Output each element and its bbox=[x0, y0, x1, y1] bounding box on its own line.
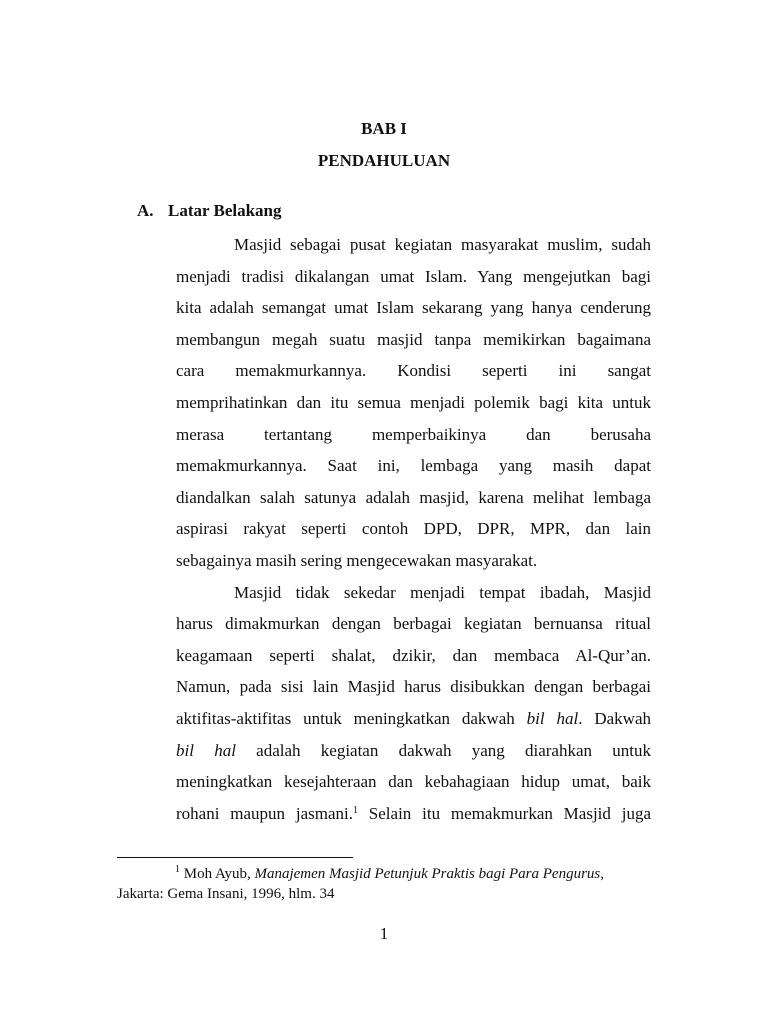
section-title: Latar Belakang bbox=[168, 201, 282, 220]
paragraph-2-line: Namun, pada sisi lain Masjid harus disibukkan dengan berbagai bbox=[176, 677, 651, 697]
paragraph-1-line: memprihatinkan dan itu semua menjadi polemik bagi kita untuk bbox=[176, 392, 651, 412]
paragraph-1-line: merasa tertantang memperbaikinya dan berusaha bbox=[176, 424, 651, 444]
paragraph-2-line: keagamaan seperti shalat, dzikir, dan membaca Al-Qur’an. bbox=[176, 645, 651, 665]
paragraph-2-line bbox=[176, 735, 651, 767]
footnote-publisher: Jakarta: Gema Insani, 1996, hlm. 34 bbox=[117, 886, 335, 902]
chapter-title: PENDAHULUAN bbox=[317, 151, 451, 170]
section-letter: A. bbox=[137, 201, 154, 220]
footnote-reference[interactable]: 1 bbox=[352, 804, 358, 816]
paragraph-2-line: harus dimakmurkan dengan berbagai kegiatan bernuansa ritual bbox=[176, 614, 651, 634]
paragraph-2-line: Masjid tidak sekedar menjadi tempat ibadah, Masjid bbox=[234, 582, 651, 602]
section-heading bbox=[137, 199, 282, 223]
paragraph-1-line: kita adalah semangat umat Islam sekarang yang hanya cenderung bbox=[176, 298, 651, 318]
paragraph-1-line: menjadi tradisi dikalangan umat Islam. Yang mengejutkan bagi bbox=[176, 266, 651, 286]
paragraph-1-line: aspirasi rakyat seperti contoh DPD, DPR, MPR, dan lain bbox=[176, 519, 651, 539]
paragraph-2-line bbox=[176, 798, 651, 830]
text-run: . Dakwah bbox=[578, 708, 651, 728]
text-run: adalah kegiatan dakwah yang diarahkan untuk bbox=[235, 740, 651, 760]
paragraph-1-line: memakmurkannya. Saat ini, lembaga yang masih dapat bbox=[176, 456, 651, 476]
body-text bbox=[176, 229, 651, 829]
footnote-line bbox=[117, 864, 652, 884]
italic-term: bil hal bbox=[526, 708, 579, 728]
footnote-number: 1 bbox=[175, 864, 180, 875]
italic-term: bil hal bbox=[176, 740, 236, 760]
paragraph-2-line: meningkatkan kesejahteraan dan kebahagiaan hidup umat, baik bbox=[176, 772, 651, 792]
paragraph-1-line: diandalkan salah satunya adalah masjid, karena melihat lembaga bbox=[176, 487, 651, 507]
paragraph-1-line: sebagainya masih sering mengecewakan masyarakat. bbox=[176, 550, 538, 570]
paragraph-1-line: membangun megah suatu masjid tanpa memikirkan bagaimana bbox=[176, 329, 651, 349]
paragraph-2-line bbox=[176, 703, 651, 735]
paragraph-1-line: cara memakmurkannya. Kondisi seperti ini sangat bbox=[176, 361, 651, 381]
text-run: Selain itu memakmurkan Masjid juga bbox=[357, 803, 651, 823]
text-run: rohani maupun jasmani. bbox=[176, 803, 353, 823]
footnote-book-title: Manajemen Masjid Petunjuk Praktis bagi Para Pengurus bbox=[254, 866, 601, 882]
footnote-author: Moh Ayub, bbox=[180, 866, 255, 882]
footnote bbox=[117, 864, 652, 904]
page-number: 1 bbox=[379, 924, 389, 943]
footnote-separator bbox=[117, 857, 353, 858]
chapter-number: BAB I bbox=[361, 119, 407, 138]
paragraph-1-line: Masjid sebagai pusat kegiatan masyarakat muslim, sudah bbox=[234, 235, 651, 254]
text-run: aktifitas-aktifitas untuk meningkatkan dakwah bbox=[176, 708, 527, 728]
footnote-punctuation: , bbox=[600, 866, 605, 882]
